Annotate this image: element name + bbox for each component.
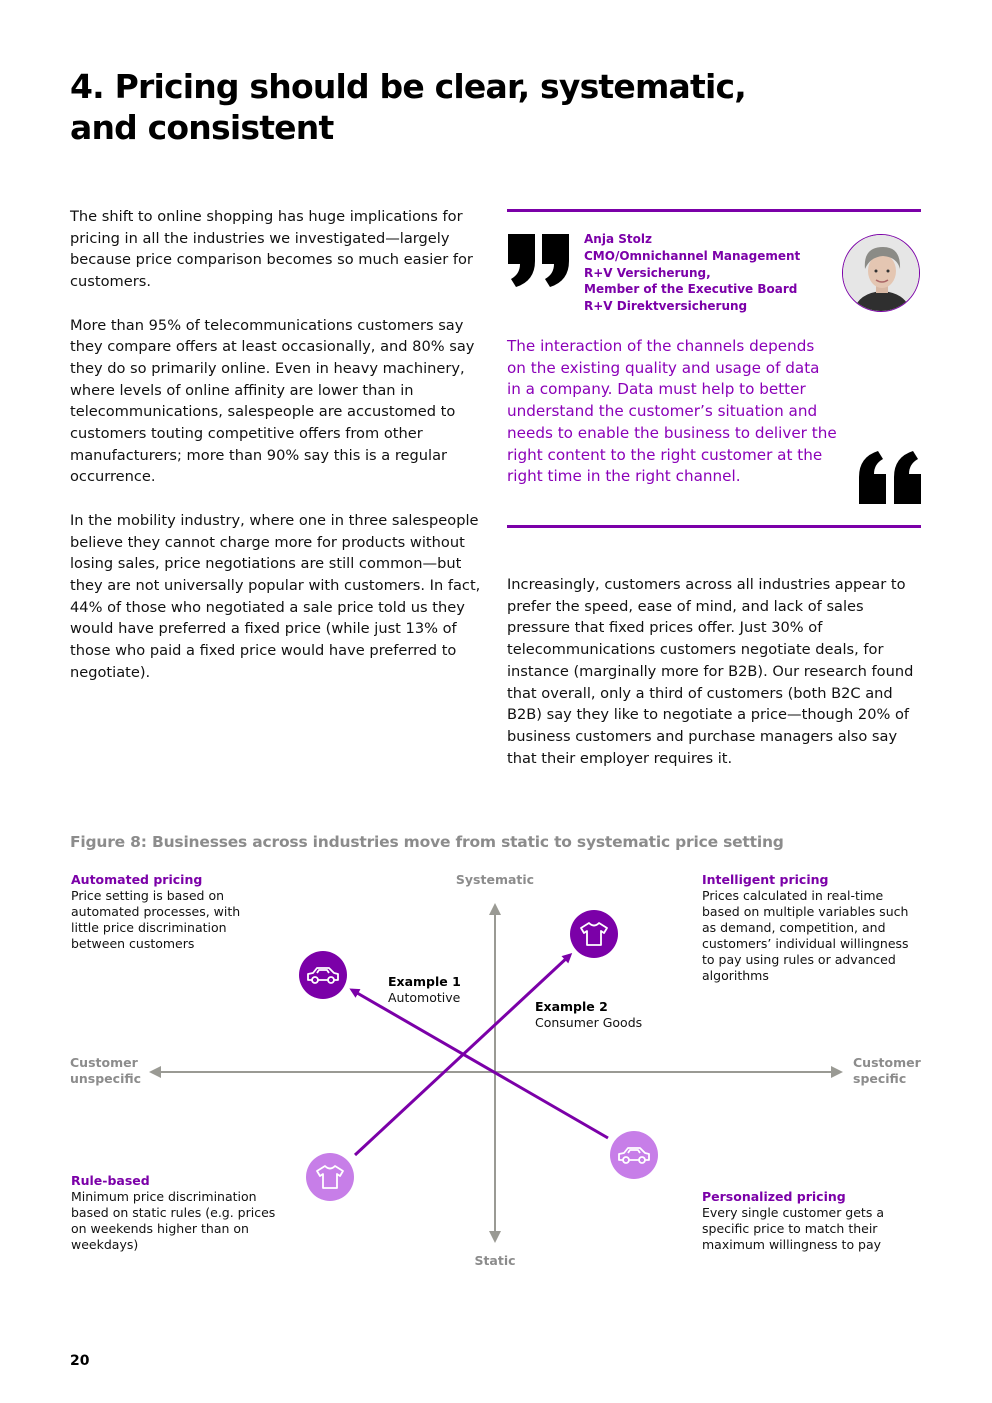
paragraph: In the mobility industry, where one in three salespeople believe they cannot charge more for products without losing sales, price negotiations are still common—but they are not universally popular with customers. In fact, 44% of those who negotiated a sale price told us they would have preferred a fixed price (while just 13% of those who paid a fixed price would have preferred to negotiate).: [70, 511, 481, 681]
quadrant-title: Automated pricing: [71, 872, 203, 887]
axis-label-bottom: Static: [474, 1253, 516, 1268]
page-number: 20: [70, 1353, 90, 1369]
paragraph: More than 95% of telecommunications customers say they compare offers at least occasionally, and 80% say they do so primarily online. Even in heavy machinery, where levels of online affinity are lower than in telecommunications, salespeople are accustomed to customers touting competitive offers from other manufacturers; more than 90% say this is a regular occurrence.: [70, 316, 475, 486]
title-line-2: and consistent: [70, 108, 334, 147]
car-icon: [299, 951, 347, 999]
example-1-label: [388, 974, 498, 1006]
quadrant-title: Personalized pricing: [702, 1189, 846, 1204]
axis-label-left: [70, 1055, 141, 1087]
axis-label-right: [853, 1055, 921, 1087]
quote-text: The interaction of the channels depends on the existing quality and usage of data in a company. Data must help to better understand the customer’s situation and needs to enable the business to deliver the right content to the right customer at the right time in the right channel.: [507, 337, 837, 486]
quadrant-top-left: [71, 872, 271, 952]
speaker-role: Member of the Executive Board: [584, 282, 798, 297]
speaker-company: R+V Direktversicherung: [584, 299, 748, 314]
quadrant-description: Price setting is based on automated processes, with little price discrimination between customers: [71, 888, 241, 951]
axis-label-top: Systematic: [455, 872, 535, 887]
tshirt-icon: [306, 1153, 354, 1201]
speaker-name: Anja Stolz: [584, 232, 652, 246]
axis-label-left-line: Customer: [70, 1055, 138, 1070]
car-icon: [610, 1131, 658, 1179]
quadrant-title: Rule-based: [71, 1173, 150, 1188]
example-2-label: [535, 999, 665, 1031]
axis-label-left-line: unspecific: [70, 1071, 142, 1086]
speaker-role: CMO/Omnichannel Management: [584, 248, 801, 263]
quadrant-top-right: [702, 872, 922, 984]
paragraph: Increasingly, customers across all industries appear to prefer the speed, ease of mind, and lack of sales pressure that fixed prices offer. Just 30% of telecommunications customers negotiate deals, for instance (marginally more for B2B). Our research found that overall, only a third of customers (both B2C and B2B) say they like to negotiate a price—though 20% of business customers and purchase managers also say that their employer requires it.: [507, 576, 914, 767]
example-title: Example 1: [388, 974, 461, 989]
quadrant-description: Every single customer gets a specific price to match their maximum willingness to pay: [702, 1205, 884, 1252]
title-line-1: 4. Pricing should be clear, systematic,: [70, 67, 747, 106]
speaker-company: R+V Versicherung,: [584, 265, 711, 280]
figure-title: Figure 8: Businesses across industries move from static to systematic price setting: [70, 833, 784, 851]
example-subtitle: Automotive: [388, 990, 461, 1005]
quadrant-description: Prices calculated in real-time based on multiple variables such as demand, competition, and customers’ individual willingness to pay using rules or advanced algorithms: [702, 888, 909, 983]
axis-label-right-line: specific: [853, 1071, 907, 1086]
quadrant-description: Minimum price discrimination based on static rules (e.g. prices on weekends higher than on weekdays): [71, 1189, 276, 1252]
example-title: Example 2: [535, 999, 608, 1014]
tshirt-icon: [570, 910, 618, 958]
axis-label-right-line: Customer: [853, 1055, 921, 1070]
quadrant-title: Intelligent pricing: [702, 872, 829, 887]
quadrant-bottom-right: [702, 1189, 907, 1253]
quadrant-bottom-left: [71, 1173, 286, 1253]
example-subtitle: Consumer Goods: [535, 1015, 643, 1030]
paragraph: The shift to online shopping has huge implications for pricing in all the industries we investigated—largely because price comparison becomes so much easier for customers.: [70, 208, 473, 291]
